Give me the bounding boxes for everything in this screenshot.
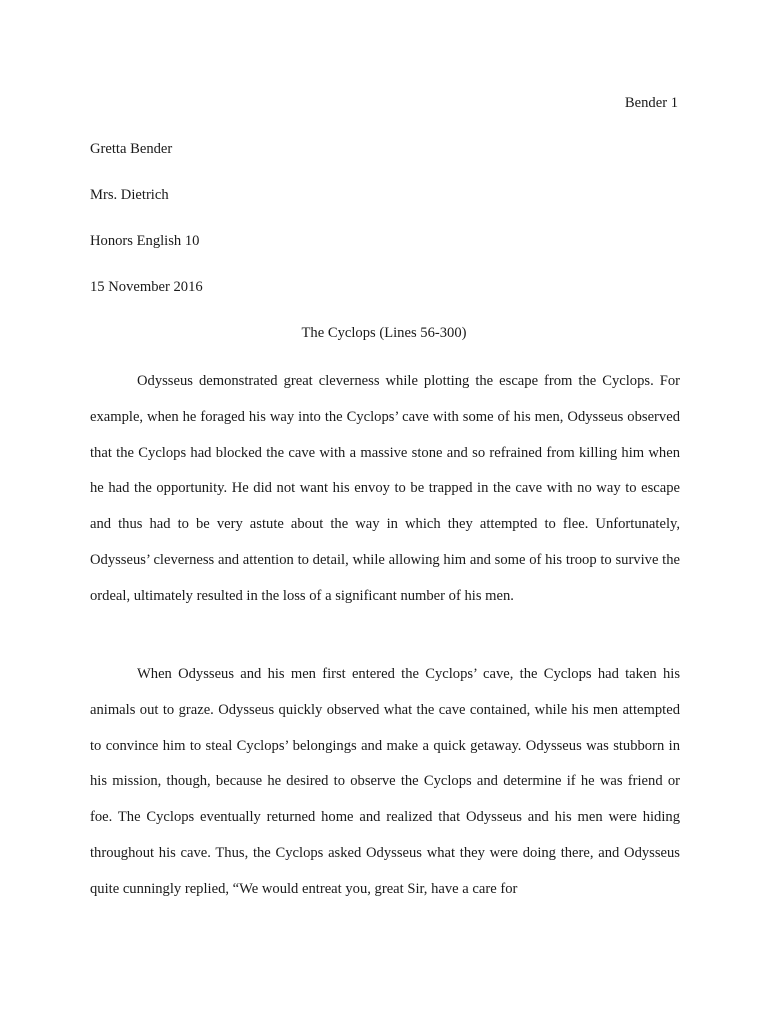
body-paragraph-1: Odysseus demonstrated great cleverness while plotting the escape from the Cyclops. For example, when he foraged his way into the Cyclops’ cave with some of his men, Odysseus observed that the Cyclops had blocked the cave with a massive stone and so refrained from killing him when he had the opportunity. He did not want his envoy to be trapped in the cave with no way to escape and thus had to be very astute about the way in which they attempted to flee. Unfortunately, Odysseus’ cleverness and attention to detail, while allowing him and some of his troop to survive the ordeal, ultimately resulted in the loss of a significant number of his men.	[90, 373, 680, 604]
essay-title: The Cyclops (Lines 56-300)	[301, 325, 467, 341]
body-paragraph-2: When Odysseus and his men first entered the Cyclops’ cave, the Cyclops had taken his animals out to graze. Odysseus quickly observed what the cave contained, while his men attempted to convince him to steal Cyclops’ belongings and make a quick getaway. Odysseus was stubborn in his mission, though, because he desired to observe the Cyclops and determine if he was friend or foe. The Cyclops eventually returned home and realized that Odysseus and his men were hiding throughout his cave. Thus, the Cyclops asked Odysseus what they were doing there, and Odysseus quite cunningly replied, “We would entreat you, great Sir, have a care for	[90, 666, 680, 897]
course-name: Honors English 10	[90, 233, 200, 249]
running-head: Bender 1	[624, 95, 678, 111]
instructor-name: Mrs. Dietrich	[90, 187, 169, 203]
student-name: Gretta Bender	[90, 141, 173, 157]
essay-date: 15 November 2016	[90, 279, 203, 295]
